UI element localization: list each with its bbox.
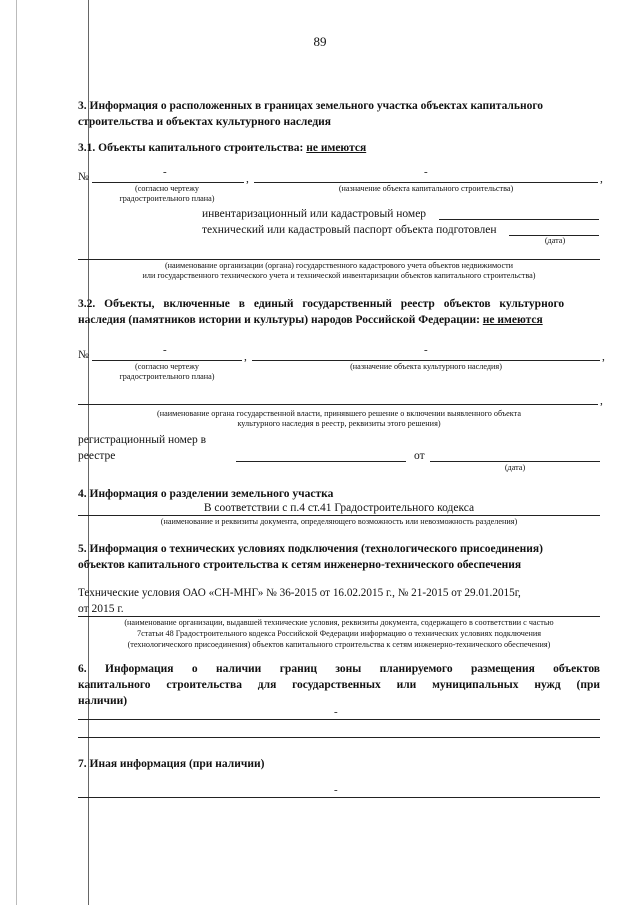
s32-authority-field (78, 404, 598, 405)
s31-caption-drawing-line1: (согласно чертежу (135, 184, 199, 193)
s32-reg-label-line2: реестре (78, 450, 116, 462)
section-5-title-line2: объектов капитального строительства к сетям инженерно-технического обеспечения (78, 559, 522, 571)
section-5-caption-line1: (наименование организации, выдавшей технические условия, реквизиты документа, содержащего в соответствии с частью (124, 618, 554, 627)
s32-reg-label-line1: регистрационный номер в (78, 434, 207, 446)
s31-drawing-dash: - (163, 166, 167, 178)
s31-caption-purpose: (назначение объекта капитального строительства) (338, 184, 514, 193)
section-6-field-1 (78, 719, 600, 720)
s31-drawing-field (92, 182, 244, 183)
s32-caption-purpose: (назначение объекта культурного наследия) (350, 362, 502, 371)
s31-no-label: № (78, 171, 89, 183)
scan-margin-line-left (16, 0, 17, 905)
s32-caption-authority-line2: культурного наследия в реестр, реквизиты этого решения) (237, 419, 441, 428)
section-3-title-line1: 3. Информация о расположенных в границах земельного участка объектах капитального (78, 100, 544, 112)
section-3-title-line2: строительства и объектах культурного наследия (78, 116, 332, 128)
section-6-title-line2-text: капитального строительства для государственных или муниципальных нужд (при (78, 679, 600, 691)
s31-comma-1: , (246, 173, 249, 185)
section-3-2-title-line2-text: наследия (памятников истории и культуры) народов Российской Федерации: (78, 314, 480, 326)
s31-org-field (78, 259, 600, 260)
s31-inventory-label: инвентаризационный или кадастровый номер (202, 208, 427, 220)
s32-comma-1: , (244, 351, 247, 363)
section-4-caption: (наименование и реквизиты документа, определяющего возможность или невозможность разделения) (160, 517, 518, 526)
section-5-caption-line3: (технологического присоединения) объектов капитального строительства к сетям инженерно-технического обеспечения) (127, 640, 551, 649)
s31-purpose-field (254, 182, 598, 183)
s32-drawing-dash: - (163, 344, 167, 356)
s32-from-field (430, 461, 600, 462)
s32-caption-authority-line1: (наименование органа государственной власти, принявшего решение о включении выявленного объекта (157, 409, 521, 418)
section-6-title-line1 (78, 661, 600, 677)
s32-comma-2: , (602, 351, 605, 363)
s31-comma-2: , (600, 173, 603, 185)
section-6-field-2 (78, 737, 600, 738)
section-5-value-line2: от 2015 г. (78, 603, 124, 615)
s31-purpose-dash: - (424, 166, 428, 178)
section-5-field (78, 616, 600, 617)
s32-drawing-field (92, 360, 242, 361)
s32-reg-field (236, 461, 406, 462)
s31-caption-org-line2: или государственного технического учета и технической инвентаризации объектов капитального строительства) (142, 271, 536, 280)
s32-from-label: от (414, 450, 425, 462)
s32-purpose-field (252, 360, 600, 361)
s32-caption-drawing-line1: (согласно чертежу (135, 362, 199, 371)
section-3-1-title-text: 3.1. Объекты капитального строительства: (78, 142, 304, 154)
section-3-2-status: не имеются (482, 314, 543, 326)
s32-comma-3: , (600, 395, 603, 407)
s32-no-label: № (78, 349, 89, 361)
section-6-title-line1-text: 6. Информация о наличии границ зоны планируемого размещения объектов (78, 663, 600, 675)
section-7-field-1 (78, 797, 600, 798)
section-5-caption-line2: 7статьи 48 Градостроительного кодекса Российской Федерации информацию о технических условиях подключения (136, 629, 542, 638)
s31-passport-label: технический или кадастровый паспорт объекта подготовлен (202, 224, 497, 236)
s31-caption-org-line1: (наименование организации (органа) государственного кадастрового учета объектов недвижимости (164, 261, 514, 270)
section-7-title: 7. Иная информация (при наличии) (78, 758, 265, 770)
section-6-title-line3: наличии) (78, 695, 128, 707)
section-6-dash: - (334, 706, 338, 718)
section-3-1-status: не имеются (306, 142, 367, 154)
section-3-2-title-line1 (78, 296, 600, 312)
s31-inventory-field (439, 219, 599, 220)
s31-caption-date: (дата) (544, 236, 566, 245)
s32-caption-date: (дата) (504, 463, 526, 472)
section-7-dash: - (334, 784, 338, 796)
page-number: 89 (313, 34, 327, 49)
section-4-field (78, 515, 600, 516)
s32-caption-drawing-line2: градостроительного плана) (119, 372, 215, 381)
section-4-title: 4. Информация о разделении земельного участка (78, 488, 334, 500)
section-3-2-title-line1-text: 3.2. Объекты, включенные в единый государственный реестр объектов культурного (78, 298, 565, 310)
section-4-value: В соответствии с п.4 ст.41 Градостроительного кодекса (203, 502, 475, 514)
section-3-1-title (78, 140, 366, 156)
s31-caption-drawing-line2: градостроительного плана) (119, 194, 215, 203)
section-6-title-line2 (78, 677, 600, 693)
s32-purpose-dash: - (424, 344, 428, 356)
section-5-title-line1: 5. Информация о технических условиях подключения (технологического присоединения) (78, 543, 543, 555)
section-5-value-line1: Технические условия ОАО «СН-МНГ» № 36-2015 от 16.02.2015 г., № 21-2015 от 29.01.2015г, (78, 587, 521, 599)
section-3-2-title-line2 (78, 312, 543, 328)
